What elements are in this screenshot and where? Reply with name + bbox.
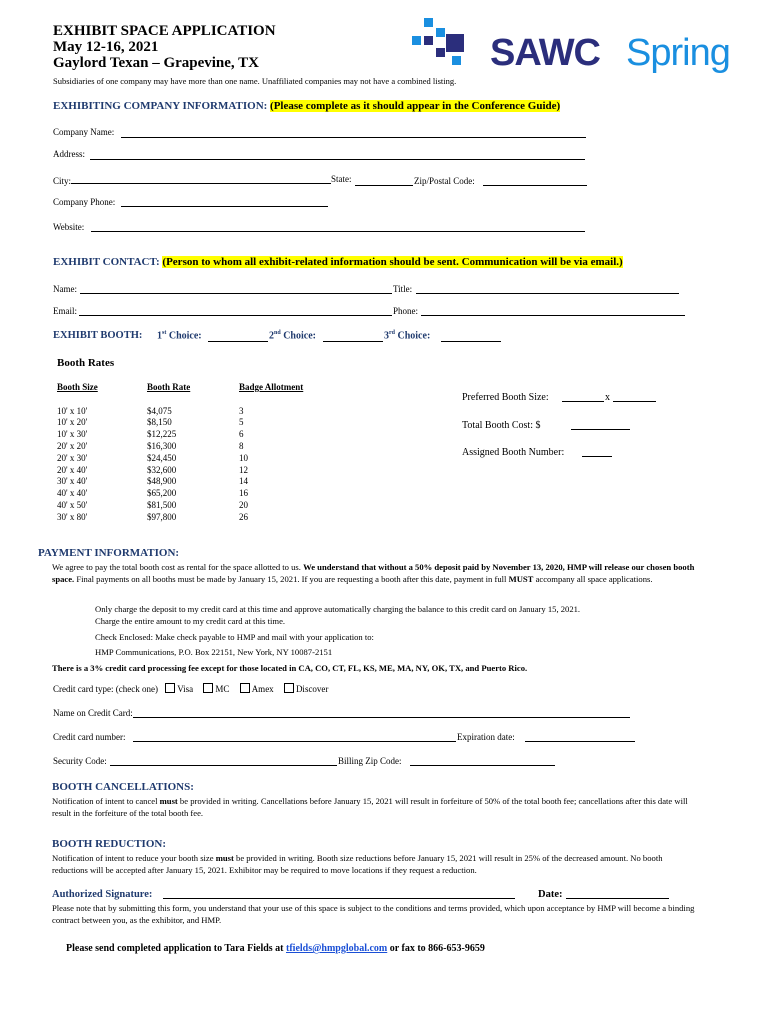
expiration-label: Expiration date: (457, 732, 515, 742)
mc-checkbox[interactable] (203, 683, 213, 693)
table-row: 30' x 40' $48,900 14 (57, 476, 248, 487)
city-field[interactable] (71, 172, 331, 184)
expiration-field[interactable] (525, 730, 635, 742)
third-choice-field[interactable] (441, 330, 501, 342)
card-number-label: Credit card number: (53, 732, 126, 742)
table-row: 10' x 30' $12,225 6 (57, 429, 244, 440)
zip-field[interactable] (483, 174, 587, 186)
col-booth-rate: Booth Rate (147, 381, 191, 392)
website-field[interactable] (91, 220, 585, 232)
state-label: State: (331, 174, 352, 184)
signature-label: Authorized Signature: (52, 889, 153, 900)
card-type-row (53, 683, 328, 694)
booth-section-heading: EXHIBIT BOOTH: (53, 330, 143, 341)
assigned-booth-field[interactable] (582, 445, 612, 457)
contact-email-label: Email: (53, 306, 77, 316)
sawc-spring-logo (406, 16, 746, 80)
visa-option[interactable]: Visa (165, 684, 193, 694)
table-row: 20' x 20' $16,300 8 (57, 441, 244, 452)
table-row: 10' x 10' $4,075 3 (57, 405, 244, 416)
contact-heading-note: (Person to whom all exhibit-related information should be sent. Communication will be via email.) (162, 256, 623, 268)
contact-title-label: Title: (393, 284, 413, 294)
contact-heading-text: EXHIBIT CONTACT: (53, 256, 160, 268)
company-heading-note: (Please complete as it should appear in the Conference Guide) (270, 100, 561, 112)
zip-label: Zip/Postal Code: (414, 176, 475, 186)
preferred-size-label: Preferred Booth Size: (462, 392, 549, 403)
col-booth-size: Booth Size (57, 381, 98, 392)
booth-rates-title: Booth Rates (57, 357, 115, 369)
mailing-address: HMP Communications, P.O. Box 22151, New York, NY 10087-2151 (95, 647, 333, 657)
form-title: EXHIBIT SPACE APPLICATION (53, 23, 276, 39)
name-on-card-label: Name on Credit Card: (53, 708, 133, 718)
full-charge-option[interactable]: Charge the entire amount to my credit card at this time. (95, 616, 286, 626)
logo-text-spring: Spring (626, 32, 730, 74)
amex-checkbox[interactable] (240, 683, 250, 693)
cancellations-heading: BOOTH CANCELLATIONS: (52, 781, 194, 793)
contact-phone-field[interactable] (421, 304, 685, 316)
deposit-option[interactable]: Only charge the deposit to my credit card at this time and approve automatically charging the balance to this credit card on January 15, 2021. (95, 604, 581, 614)
contact-name-field[interactable] (80, 282, 392, 294)
mc-option[interactable]: MC (203, 684, 229, 694)
address-field[interactable] (90, 148, 585, 160)
company-heading-text: EXHIBITING COMPANY INFORMATION: (53, 100, 268, 112)
event-venue: Gaylord Texan – Grapevine, TX (53, 55, 260, 71)
state-field[interactable] (355, 174, 413, 186)
table-row: 40' x 40' $65,200 16 (57, 488, 248, 499)
payment-terms: We agree to pay the total booth cost as rental for the space allotted to us. We understand that without a 50% deposit paid by November 13, 2020, HMP will release our chosen booth space. Final payments on all booths must be made by January 15, 2021. If you are requesting a booth after this date, payment in full MUST accompany all space applications. (52, 562, 695, 584)
contact-phone-label: Phone: (393, 306, 419, 316)
total-cost-field[interactable] (571, 418, 630, 430)
contact-title-field[interactable] (416, 282, 679, 294)
company-phone-label: Company Phone: (53, 197, 116, 207)
total-cost-label: Total Booth Cost: $ (462, 420, 541, 431)
company-phone-field[interactable] (121, 195, 328, 207)
billing-zip-field[interactable] (410, 754, 555, 766)
event-dates: May 12-16, 2021 (53, 39, 159, 55)
preferred-size-length-field[interactable] (613, 390, 656, 402)
discover-checkbox[interactable] (284, 683, 294, 693)
website-label: Website: (53, 222, 85, 232)
contact-name-label: Name: (53, 284, 77, 294)
second-choice-label: 2nd Choice: (269, 330, 316, 342)
signature-field[interactable] (163, 887, 515, 899)
col-badge-allotment: Badge Allotment (239, 381, 304, 392)
table-row: 20' x 30' $24,450 10 (57, 452, 248, 463)
preferred-size-x: x (605, 392, 610, 403)
billing-zip-label: Billing Zip Code: (338, 756, 402, 766)
contact-email-field[interactable] (79, 304, 392, 316)
reduction-heading: BOOTH REDUCTION: (52, 838, 166, 850)
table-header-row (57, 381, 329, 393)
check-enclosed-option[interactable]: Check Enclosed: Make check payable to HMP and mail with your application to: (95, 632, 374, 642)
security-code-label: Security Code: (53, 756, 107, 766)
payment-section-heading: PAYMENT INFORMATION: (38, 547, 180, 559)
processing-fee-note: There is a 3% credit card processing fee except for those located in CA, CO, CT, FL, KS, ME, MA, NY, OK, TX, and Puerto Rico. (52, 663, 528, 673)
visa-checkbox[interactable] (165, 683, 175, 693)
second-choice-field[interactable] (323, 330, 383, 342)
first-choice-label: 1st Choice: (157, 330, 202, 342)
name-on-card-field[interactable] (133, 706, 630, 718)
amex-option[interactable]: Amex (240, 684, 274, 694)
table-row: 20' x 40' $32,600 12 (57, 464, 248, 475)
third-choice-label: 3rd Choice: (384, 330, 431, 342)
table-row: 40' x 50' $81,500 20 (57, 500, 248, 511)
card-type-label: Credit card type: (check one) (53, 684, 158, 694)
booth-rates-table (57, 381, 329, 523)
preferred-size-width-field[interactable] (562, 390, 604, 402)
cancellations-text: Notification of intent to cancel must be provided in writing. Cancellations before January 15, 2021 will result in forfeiture of 50% of the total booth fee; cancellations after this date will result in the forfeiture of the total booth fee. (52, 796, 688, 818)
security-code-field[interactable] (110, 754, 337, 766)
contact-section-heading (53, 256, 623, 268)
logo-text-sawc: SAWC (490, 32, 600, 74)
contact-email-link[interactable]: tfields@hmpglobal.com (286, 943, 388, 954)
table-row: 10' x 20' $8,150 5 (57, 417, 244, 428)
card-number-field[interactable] (133, 730, 456, 742)
company-name-field[interactable] (121, 126, 586, 138)
assigned-booth-label: Assigned Booth Number: (462, 447, 565, 458)
discover-option[interactable]: Discover (284, 684, 329, 694)
reduction-text: Notification of intent to reduce your booth size must be provided in writing. Booth size reductions before January 15, 2021 will result in 25% of the decreased amount. No booth reductions will be accepted after January 15, 2021. Exhibitor may be required to move locations if they request a reduction. (52, 853, 663, 875)
first-choice-field[interactable] (208, 330, 268, 342)
subsidiaries-note: Subsidiaries of one company may have more than one name. Unaffiliated companies may not have a combined listing. (53, 76, 457, 86)
company-name-label: Company Name: (53, 127, 115, 137)
address-label: Address: (53, 149, 85, 159)
submission-instructions: Please send completed application to Tara Fields at tfields@hmpglobal.com or fax to 866-653-9659 (66, 943, 485, 954)
date-field[interactable] (566, 887, 669, 899)
table-row: 30' x 80' $97,800 26 (57, 511, 248, 522)
city-label: City: (53, 176, 72, 186)
date-label: Date: (538, 889, 563, 900)
signature-note: Please note that by submitting this form, you understand that your use of this space is subject to the conditions and terms provided, which upon acceptance by HMP will become a binding contract between you, as the exhibitor, and HMP. (52, 903, 695, 925)
company-section-heading (53, 100, 560, 112)
